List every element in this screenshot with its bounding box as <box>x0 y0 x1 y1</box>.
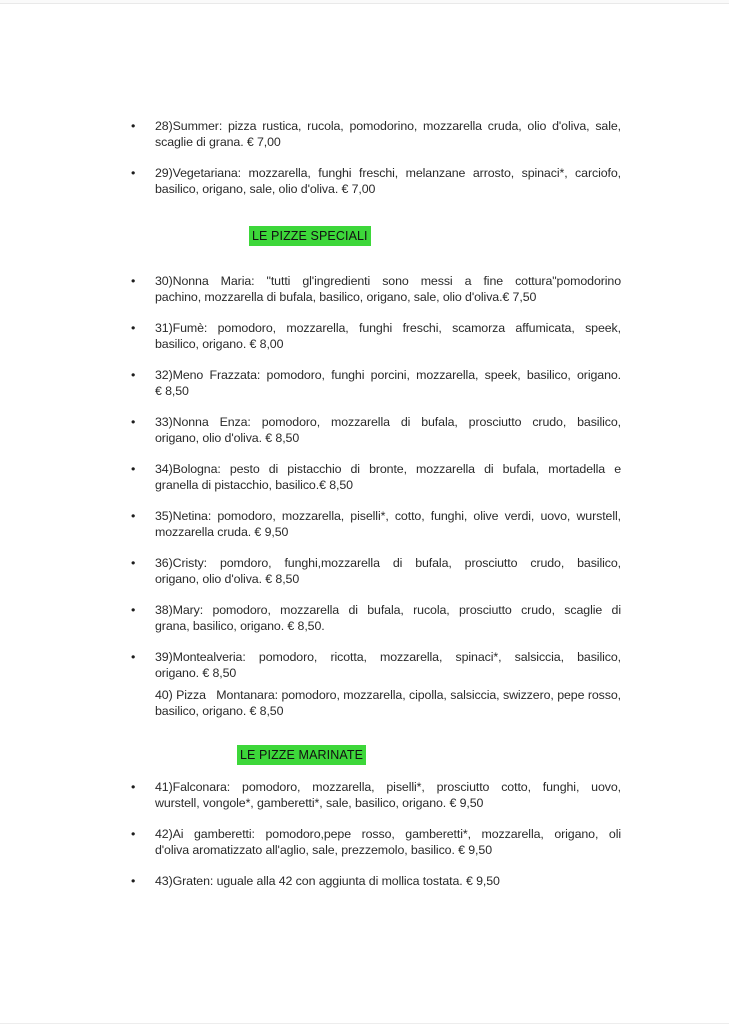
item-line: 29)Vegetariana: mozzarella, funghi freschi, melanzane arrosto, spinaci*, carciofo, <box>155 166 621 180</box>
item-line: granella di pistacchio, basilico.€ 8,50 <box>155 478 353 492</box>
section-title-highlight: LE PIZZE SPECIALI <box>249 226 371 246</box>
bullet-icon: • <box>131 556 136 570</box>
menu-item-30 <box>131 273 621 305</box>
menu-item-34 <box>131 461 621 493</box>
item-line: € 8,50 <box>155 384 189 398</box>
item-line: 43)Graten: uguale alla 42 con aggiunta di mollica tostata. € 9,50 <box>155 874 500 888</box>
menu-item-32 <box>131 367 621 399</box>
item-line: d'oliva aromatizzato all'aglio, sale, prezzemolo, basilico. € 9,50 <box>155 843 492 857</box>
item-line: origano, olio d'oliva. € 8,50 <box>155 572 300 586</box>
item-line: mozzarella cruda. € 9,50 <box>155 525 289 539</box>
section-header-le-pizze-speciali <box>155 226 621 246</box>
item-line: basilico, origano. € 8,00 <box>155 337 284 351</box>
bullet-icon: • <box>131 874 136 888</box>
bullet-icon: • <box>131 368 136 382</box>
item-line: 34)Bologna: pesto di pistacchio di bronte, mozzarella di bufala, mortadella e <box>155 462 621 476</box>
item-line: 33)Nonna Enza: pomodoro, mozzarella di bufala, prosciutto crudo, basilico, <box>155 415 621 429</box>
item-line: basilico, origano, sale, olio d'oliva. € 7,00 <box>155 182 376 196</box>
section-title-highlight: LE PIZZE MARINATE <box>237 745 366 765</box>
item-line: grana, basilico, origano. € 8,50. <box>155 619 325 633</box>
item-line: 42)Ai gamberetti: pomodoro,pepe rosso, gamberetti*, mozzarella, origano, oli <box>155 827 621 841</box>
bullet-icon: • <box>131 274 136 288</box>
menu-item-38 <box>131 602 621 634</box>
item-line: origano. € 8,50 <box>155 666 237 680</box>
menu-item-29 <box>131 165 621 197</box>
bullet-icon: • <box>131 603 136 617</box>
item-line: 40) Pizza Montanara: pomodoro, mozzarella, cipolla, salsiccia, swizzero, pepe rosso, <box>155 688 621 702</box>
menu-item-41 <box>131 779 621 811</box>
menu-item-33 <box>131 414 621 446</box>
bullet-icon: • <box>131 119 136 133</box>
item-line: 35)Netina: pomodoro, mozzarella, piselli*, cotto, funghi, olive verdi, uovo, wurstell, <box>155 509 621 523</box>
bullet-icon: • <box>131 780 136 794</box>
menu-content <box>131 118 621 904</box>
item-line: 32)Meno Frazzata: pomodoro, funghi porcini, mozzarella, speek, basilico, origano. <box>155 368 621 382</box>
item-line: wurstell, vongole*, gamberetti*, sale, basilico, origano. € 9,50 <box>155 796 484 810</box>
page-top-edge <box>0 0 729 4</box>
item-line: 28)Summer: pizza rustica, rucola, pomodorino, mozzarella cruda, olio d'oliva, sale, <box>155 119 621 133</box>
item-line: basilico, origano. € 8,50 <box>155 704 284 718</box>
bullet-icon: • <box>131 509 136 523</box>
item-line: 30)Nonna Maria: "tutti gl'ingredienti sono messi a fine cottura"pomodorino <box>155 274 621 288</box>
menu-item-28 <box>131 118 621 150</box>
bullet-icon: • <box>131 462 136 476</box>
menu-item-36 <box>131 555 621 587</box>
menu-item-35 <box>131 508 621 540</box>
bullet-icon: • <box>131 321 136 335</box>
bullet-icon: • <box>131 415 136 429</box>
bullet-icon: • <box>131 827 136 841</box>
item-line: 39)Montealveria: pomodoro, ricotta, mozzarella, spinaci*, salsiccia, basilico, <box>155 650 621 664</box>
menu-item-42 <box>131 826 621 858</box>
menu-item-40 <box>155 687 621 719</box>
item-line: 36)Cristy: pomdoro, funghi,mozzarella di bufala, prosciutto crudo, basilico, <box>155 556 621 570</box>
menu-item-31 <box>131 320 621 352</box>
item-line: origano, olio d'oliva. € 8,50 <box>155 431 300 445</box>
item-line: 41)Falconara: pomodoro, mozzarella, piselli*, prosciutto cotto, funghi, uovo, <box>155 780 621 794</box>
item-line: pachino, mozzarella di bufala, basilico, origano, sale, olio d'oliva.€ 7,50 <box>155 290 537 304</box>
menu-item-39 <box>131 649 621 681</box>
item-line: scaglie di grana. € 7,00 <box>155 135 281 149</box>
section-header-le-pizze-marinate <box>155 745 621 765</box>
item-line: 38)Mary: pomodoro, mozzarella di bufala, rucola, prosciutto crudo, scaglie di <box>155 603 621 617</box>
bullet-icon: • <box>131 166 136 180</box>
bullet-icon: • <box>131 650 136 664</box>
item-line: 31)Fumè: pomodoro, mozzarella, funghi freschi, scamorza affumicata, speek, <box>155 321 621 335</box>
menu-item-43 <box>131 873 621 889</box>
